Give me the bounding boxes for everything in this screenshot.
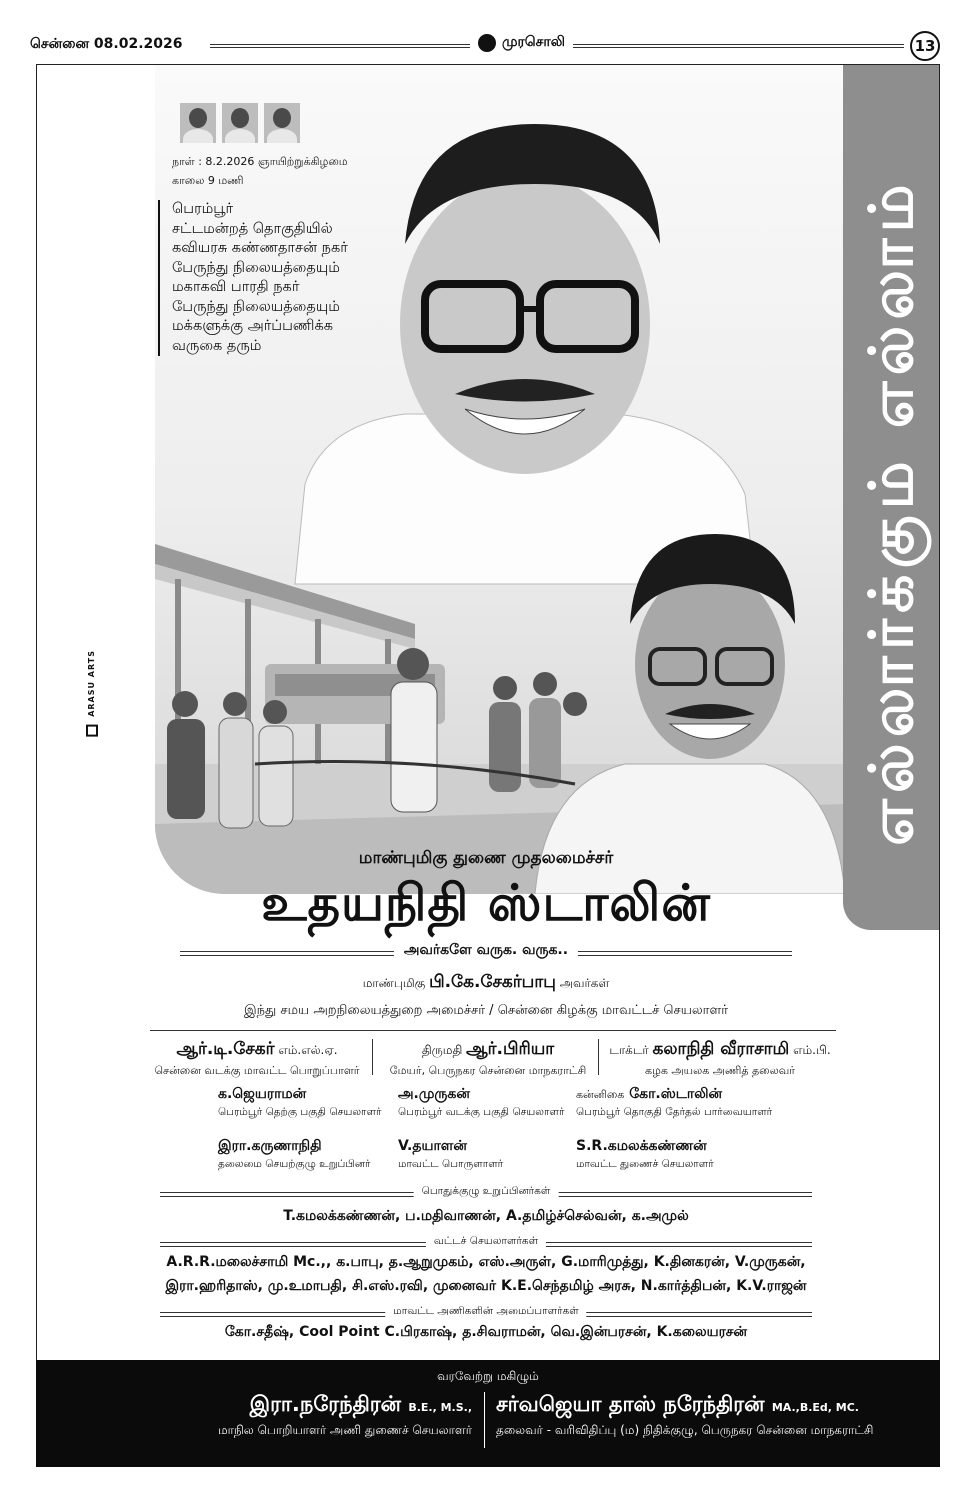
host-name: சர்வஜெயா தாஸ் நரேந்திரன் (496, 1392, 765, 1416)
official-name: அ.முருகன் (398, 1086, 470, 1102)
official-prefix: கன்னிகை (576, 1088, 625, 1101)
artist-credit-text: ARASU ARTS (87, 650, 96, 717)
invite-text (158, 200, 378, 356)
page-header (30, 34, 944, 56)
event-date: நாள் : 8.2.2026 ஞாயிற்றுக்கிழமை (172, 155, 348, 168)
host-degree: MA.,B.Ed, MC. (771, 1401, 859, 1414)
section-label: வட்டச் செயலாளர்கள் (426, 1235, 546, 1248)
dignitary-name: ஆர்.பிரியா (466, 1039, 555, 1059)
host-role: தலைவர் - வரிவிதிப்பு (ம) நிதிக்குழு, பெருநகர சென்னை மாநகராட்சி (496, 1423, 874, 1437)
section-label: பொதுக்குழு உறுப்பினர்கள் (414, 1185, 559, 1198)
invite-line: பேருந்து நிலையத்தையும் (172, 259, 340, 276)
dignitary-prefix: டாக்டர் (609, 1043, 649, 1057)
divider (372, 1039, 373, 1075)
dignitary (378, 1039, 598, 1079)
artwork-illustration (155, 64, 845, 894)
masthead (470, 34, 573, 52)
guest-welcome-row (180, 942, 792, 962)
section-names: A.R.R.மலைச்சாமி Mc.,, க.பாபு, த.ஆறுமுகம், எஸ்.அருள், G.மாரிமுத்து, K.தினகரன், V.முருகன், (166, 1254, 806, 1270)
section-names: கோ.சதீஷ், Cool Point C.பிரகாஷ், த.சிவராமன், வெ.இன்பரசன், K.கலையரசன் (224, 1324, 748, 1340)
official-role: மாவட்ட துணைச் செயலாளர் (576, 1158, 714, 1170)
honourable-name: பி.கே.சேகர்பாபு (429, 972, 556, 992)
official-role: பெரம்பூர் தொகுதி தேர்தல் பார்வையாளர் (576, 1106, 773, 1118)
section-divider-ward-secretaries (160, 1236, 812, 1250)
page-number: 13 (910, 31, 940, 61)
host-two (496, 1392, 873, 1439)
honourable-suffix: அவர்கள் (559, 976, 610, 990)
dignitary-name: ஆர்.டி.சேகர் (176, 1039, 275, 1059)
dignitary (150, 1039, 364, 1079)
official-role: மாவட்ட பொருளாளர் (398, 1158, 504, 1170)
dignitary-name: கலாநிதி வீராசாமி (652, 1039, 790, 1059)
footer-divider (484, 1392, 485, 1448)
honourable-role: இந்து சமய அறநிலையத்துறை அமைச்சர் / சென்னை கிழக்கு மாவட்டச் செயலாளர் (244, 1003, 728, 1018)
official (576, 1086, 816, 1119)
divider (598, 1039, 599, 1075)
official-name: இரா.கருணாநிதி (218, 1138, 322, 1154)
official-role: தலைமை செயற்குழு உறுப்பினர் (218, 1158, 371, 1170)
invite-line: மக்களுக்கு அர்ப்பணிக்க (172, 318, 333, 334)
official-role: பெரம்பூர் தெற்கு பகுதி செயலாளர் (218, 1106, 382, 1118)
official-name: V.தயாளன் (398, 1138, 467, 1154)
official-role: பெரம்பூர் வடக்கு பகுதி செயலாளர் (398, 1106, 565, 1118)
host-one (218, 1392, 472, 1439)
invite-line: கவியரசு கண்ணதாசன் நகர் (172, 240, 348, 256)
guest-name: உதயநிதி ஸ்டாலின் (261, 874, 711, 932)
official-name: S.R.கமலக்கண்ணன் (576, 1138, 707, 1154)
dignitary-role: மேயர், பெருநகர சென்னை மாநகராட்சி (389, 1064, 587, 1077)
dignitary-suffix: எம்.எல்.ஏ. (278, 1043, 338, 1057)
masthead-logo-icon (478, 34, 496, 52)
leader-photo (222, 103, 258, 143)
invite-line: சட்டமன்றத் தொகுதியில் (172, 220, 333, 237)
host-name: இரா.நரேந்திரன் (249, 1392, 402, 1416)
official (576, 1138, 816, 1171)
dignitary-role: சென்னை வடக்கு மாவட்ட பொறுப்பாளர் (154, 1064, 360, 1077)
leader-photo (180, 103, 216, 143)
leader-photos (180, 103, 300, 143)
edition-date: சென்னை 08.02.2026 (30, 36, 189, 54)
masthead-title: முரசொலி (502, 34, 565, 50)
hosts-footer (36, 1360, 940, 1467)
slogan-text: எல்லார்க்கும் எல்லாம் (857, 178, 927, 846)
dignitary-prefix: திருமதி (421, 1043, 463, 1057)
slogan-band (843, 64, 940, 930)
dignitary (604, 1039, 836, 1079)
official-name: க.ஜெயராமன் (218, 1086, 307, 1102)
invite-line: பெரம்பூர் (172, 201, 234, 217)
invite-line: வருகை தரும் (172, 337, 262, 354)
host-degree: B.E., M.S., (408, 1401, 472, 1414)
guest-title: மாண்புமிகு துணை முதலமைச்சர் (358, 848, 614, 868)
section-label: மாவட்ட அணிகளின் அமைப்பாளர்கள் (385, 1305, 586, 1318)
event-time: காலை 9 மணி (172, 174, 244, 187)
official-name: கோ.ஸ்டாலின் (629, 1086, 723, 1102)
leader-photo (264, 103, 300, 143)
invite-line: பேருந்து நிலையத்தையும் (172, 298, 340, 315)
footer-welcome: வரவேற்று மகிழும் (437, 1369, 539, 1383)
dignitary-suffix: எம்.பி. (793, 1043, 831, 1057)
artist-logo-icon (86, 725, 98, 737)
section-names: T.கமலக்கண்ணன், ப.மதிவாணன், A.தமிழ்ச்செல்வன், க.அமுல் (283, 1208, 689, 1224)
section-names: இரா.ஹரிதாஸ், மு.உமாபதி, சி.எஸ்.ரவி, முனைவர் K.E.செந்தமிழ் அரசு, N.கார்த்திபன், K.V.ராஜன் (165, 1278, 807, 1294)
section-divider-district-wings (160, 1306, 812, 1320)
honourable-line (0, 972, 972, 994)
dignitary-role: கழக அயலக அணித் தலைவர் (645, 1064, 795, 1077)
invite-line: மகாகவி பாரதி நகர் (172, 279, 300, 295)
artist-credit (86, 650, 98, 737)
portrait-artwork (155, 64, 845, 894)
dignitaries-row (150, 1030, 836, 1080)
host-role: மாநில பொறியாளர் அணி துணைச் செயலாளர் (217, 1423, 472, 1437)
section-divider-general-council (160, 1186, 812, 1200)
guest-welcome: அவர்களே வருக. வருக.. (394, 942, 578, 960)
honourable-prefix: மாண்புமிகு (362, 976, 426, 990)
